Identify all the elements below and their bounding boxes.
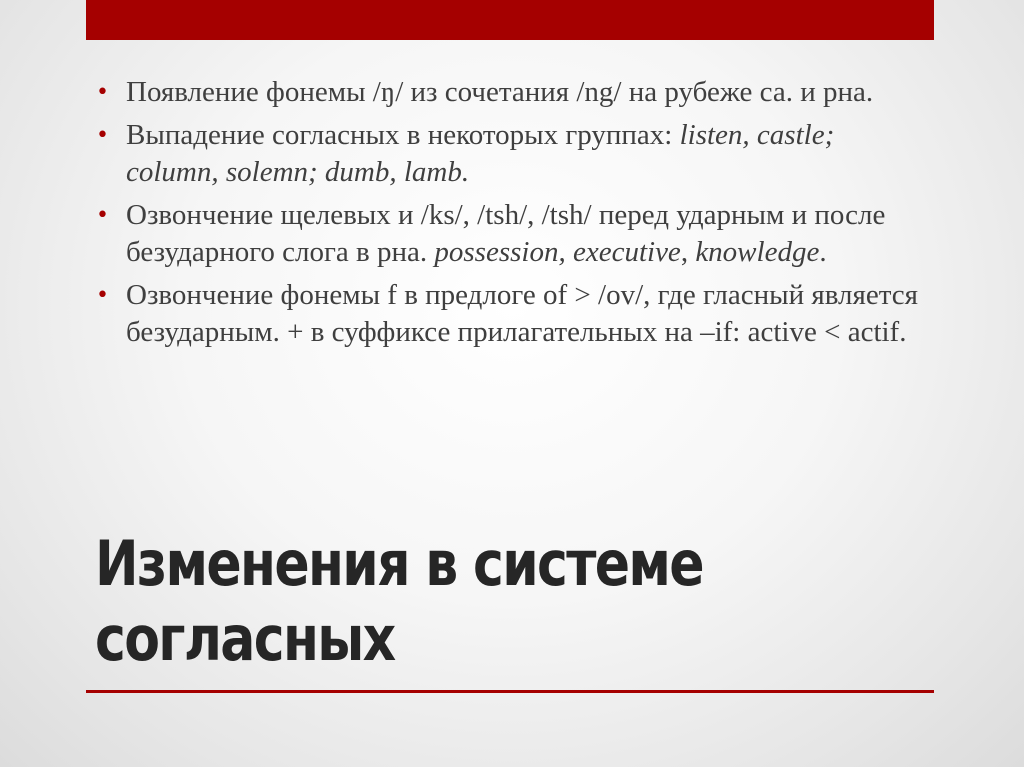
bullet-item: [96, 277, 926, 351]
bullet-example-words: listen, castle; column, solemn; dumb, lamb.: [126, 119, 835, 188]
bullet-example-words: possession, executive: [434, 236, 681, 268]
top-accent-bar: [86, 0, 934, 40]
bullet-marker: •: [96, 80, 109, 105]
bullet-text: Появление фонемы /ŋ/ из сочетания /ng/ на рубеже са. и рна.: [126, 76, 874, 108]
bullet-text: .: [819, 236, 827, 268]
slide-title: [95, 526, 801, 676]
bullet-item: [96, 197, 926, 271]
bullet-marker: •: [96, 283, 109, 308]
slide-title-line: Изменения в системе: [95, 527, 703, 600]
bullet-text: Выпадение согласных в некоторых группах:: [126, 119, 680, 151]
bullet-marker: •: [96, 123, 109, 148]
bullet-text: Озвончение фонемы f в предлоге of > /ov/, где гласный является безударным. + в суффиксе прилагательных на –if: active < actif.: [126, 279, 918, 348]
bullet-example-words: knowledge: [695, 236, 820, 268]
bullet-list: [96, 74, 926, 357]
slide-title-line: согласных: [95, 602, 395, 675]
bullet-item: [96, 117, 926, 191]
bullet-text: Озвончение щелевых и /ks/, /tsh/, /tsh/ перед ударным и после безударного слога в рна.: [126, 199, 886, 268]
bullet-item: [96, 74, 926, 111]
bullet-marker: •: [96, 203, 109, 228]
bullet-text: ,: [680, 236, 696, 268]
bottom-divider: [86, 690, 934, 693]
